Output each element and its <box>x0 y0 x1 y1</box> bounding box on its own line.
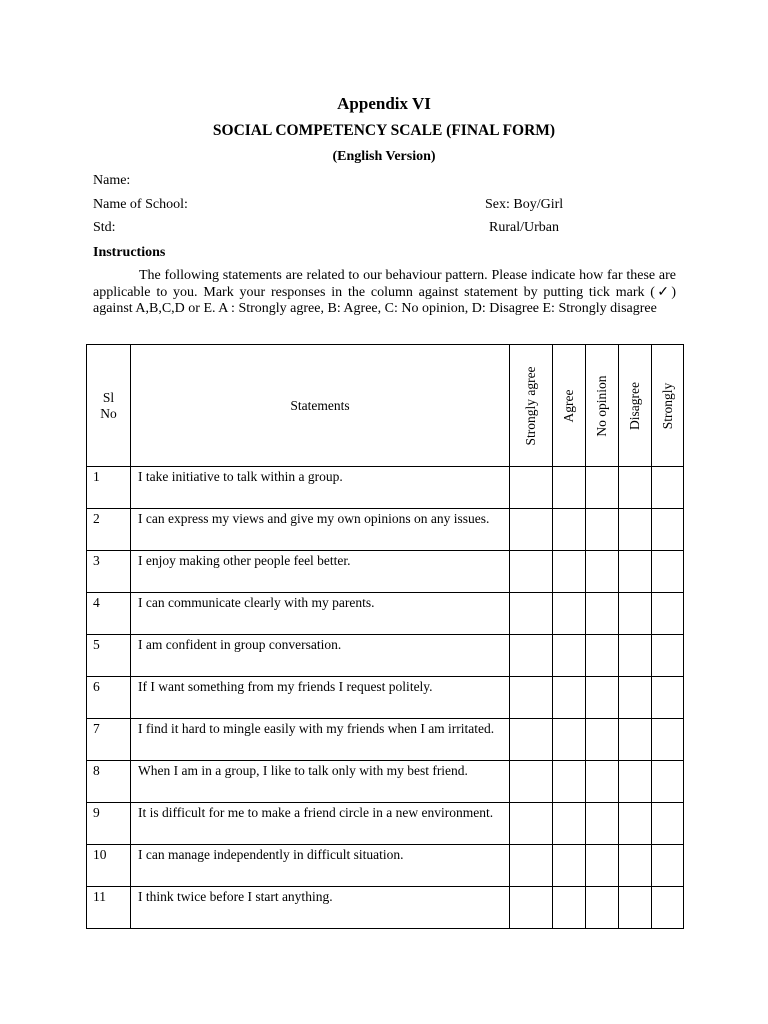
response-cell-a[interactable] <box>510 635 553 677</box>
response-cell-a[interactable] <box>510 551 553 593</box>
response-cell-e[interactable] <box>652 467 684 509</box>
version-label: (English Version) <box>332 149 436 164</box>
response-cell-e[interactable] <box>652 551 684 593</box>
row-number: 10 <box>87 845 131 887</box>
response-cell-e[interactable] <box>652 509 684 551</box>
statement-text: I take initiative to talk within a group. <box>131 467 510 509</box>
option-header-strongly-agree <box>510 345 553 467</box>
response-cell-a[interactable] <box>510 761 553 803</box>
statement-text: When I am in a group, I like to talk only with my best friend. <box>131 761 510 803</box>
response-cell-a[interactable] <box>510 677 553 719</box>
response-cell-c[interactable] <box>586 845 619 887</box>
statement-text: I can manage independently in difficult situation. <box>131 845 510 887</box>
table-row <box>87 803 684 845</box>
response-cell-c[interactable] <box>586 719 619 761</box>
table-row <box>87 551 684 593</box>
response-cell-b[interactable] <box>553 551 586 593</box>
response-cell-b[interactable] <box>553 509 586 551</box>
response-cell-b[interactable] <box>553 761 586 803</box>
response-cell-c[interactable] <box>586 887 619 929</box>
response-cell-d[interactable] <box>619 593 652 635</box>
table-row <box>87 845 684 887</box>
std-field-label: Std: <box>93 220 116 235</box>
table-row <box>87 887 684 929</box>
response-cell-a[interactable] <box>510 845 553 887</box>
response-cell-e[interactable] <box>652 719 684 761</box>
option-label: Disagree <box>627 381 642 430</box>
response-cell-c[interactable] <box>586 677 619 719</box>
table-row <box>87 635 684 677</box>
table-header-row <box>87 345 684 467</box>
statement-text: If I want something from my friends I request politely. <box>131 677 510 719</box>
response-cell-d[interactable] <box>619 509 652 551</box>
instructions-paragraph <box>93 268 676 318</box>
appendix-heading: Appendix VI <box>337 94 431 113</box>
row-number: 1 <box>87 467 131 509</box>
instructions-text: The following statements are related to our behaviour pattern. Please indicate how far these are applicable to you. Mark your responses in the column against statement by putting tick mark (✓) against A,B,C,D or E. A : Strongly agree, B: Agree, C: No opinion, D: Disagree E: Strongly disagree <box>93 268 676 316</box>
response-cell-c[interactable] <box>586 803 619 845</box>
response-cell-e[interactable] <box>652 635 684 677</box>
response-cell-b[interactable] <box>553 845 586 887</box>
school-field-label: Name of School: <box>93 197 188 212</box>
response-cell-d[interactable] <box>619 845 652 887</box>
instructions-heading: Instructions <box>93 245 166 260</box>
response-cell-b[interactable] <box>553 467 586 509</box>
option-header-strongly-disagree <box>652 345 684 467</box>
response-cell-b[interactable] <box>553 887 586 929</box>
option-header-agree <box>553 345 586 467</box>
row-number: 3 <box>87 551 131 593</box>
response-cell-c[interactable] <box>586 593 619 635</box>
row-number: 7 <box>87 719 131 761</box>
option-label: Agree <box>561 389 576 422</box>
row-number: 8 <box>87 761 131 803</box>
table-row <box>87 761 684 803</box>
statement-text: I find it hard to mingle easily with my friends when I am irritated. <box>131 719 510 761</box>
statement-text: I can express my views and give my own opinions on any issues. <box>131 509 510 551</box>
sl-header-text: Sl <box>102 389 115 405</box>
response-cell-b[interactable] <box>553 803 586 845</box>
response-cell-d[interactable] <box>619 677 652 719</box>
option-header-no-opinion <box>586 345 619 467</box>
option-header-disagree <box>619 345 652 467</box>
row-number: 9 <box>87 803 131 845</box>
table-row <box>87 467 684 509</box>
response-cell-c[interactable] <box>586 551 619 593</box>
response-cell-b[interactable] <box>553 593 586 635</box>
response-cell-e[interactable] <box>652 761 684 803</box>
response-cell-a[interactable] <box>510 593 553 635</box>
response-cell-c[interactable] <box>586 761 619 803</box>
row-number: 11 <box>87 887 131 929</box>
response-cell-a[interactable] <box>510 803 553 845</box>
name-field-label: Name: <box>93 173 131 188</box>
table-row <box>87 593 684 635</box>
sex-field-label: Sex: Boy/Girl <box>485 197 564 212</box>
response-cell-b[interactable] <box>553 635 586 677</box>
response-cell-d[interactable] <box>619 803 652 845</box>
response-cell-d[interactable] <box>619 887 652 929</box>
response-cell-c[interactable] <box>586 467 619 509</box>
response-cell-a[interactable] <box>510 887 553 929</box>
table-row <box>87 509 684 551</box>
row-number: 6 <box>87 677 131 719</box>
response-cell-d[interactable] <box>619 761 652 803</box>
response-cell-a[interactable] <box>510 467 553 509</box>
statement-text: I think twice before I start anything. <box>131 887 510 929</box>
response-cell-d[interactable] <box>619 719 652 761</box>
response-cell-b[interactable] <box>553 719 586 761</box>
response-cell-c[interactable] <box>586 509 619 551</box>
table-row <box>87 677 684 719</box>
response-cell-e[interactable] <box>652 803 684 845</box>
statement-text: I can communicate clearly with my parents. <box>131 593 510 635</box>
response-cell-c[interactable] <box>586 635 619 677</box>
no-header-text: No <box>100 405 117 421</box>
statement-text: I am confident in group conversation. <box>131 635 510 677</box>
option-label: No opinion <box>594 374 609 437</box>
row-number: 4 <box>87 593 131 635</box>
response-cell-e[interactable] <box>652 887 684 929</box>
statement-text: I enjoy making other people feel better. <box>131 551 510 593</box>
serial-number-header <box>87 345 131 467</box>
row-number: 5 <box>87 635 131 677</box>
response-cell-e[interactable] <box>652 677 684 719</box>
response-table <box>86 344 684 929</box>
response-cell-d[interactable] <box>619 467 652 509</box>
response-cell-b[interactable] <box>553 677 586 719</box>
option-label: Strongly <box>659 382 675 429</box>
row-number: 2 <box>87 509 131 551</box>
document-title: SOCIAL COMPETENCY SCALE (FINAL FORM) <box>212 122 556 139</box>
option-label: Strongly agree <box>523 365 538 446</box>
table-row <box>87 719 684 761</box>
location-field-label: Rural/Urban <box>489 220 559 235</box>
response-cell-a[interactable] <box>510 509 553 551</box>
response-cell-d[interactable] <box>619 551 652 593</box>
statement-text: It is difficult for me to make a friend circle in a new environment. <box>131 803 510 845</box>
response-cell-e[interactable] <box>652 593 684 635</box>
response-cell-e[interactable] <box>652 845 684 887</box>
statements-header: Statements <box>131 345 510 467</box>
response-cell-d[interactable] <box>619 635 652 677</box>
response-cell-a[interactable] <box>510 719 553 761</box>
